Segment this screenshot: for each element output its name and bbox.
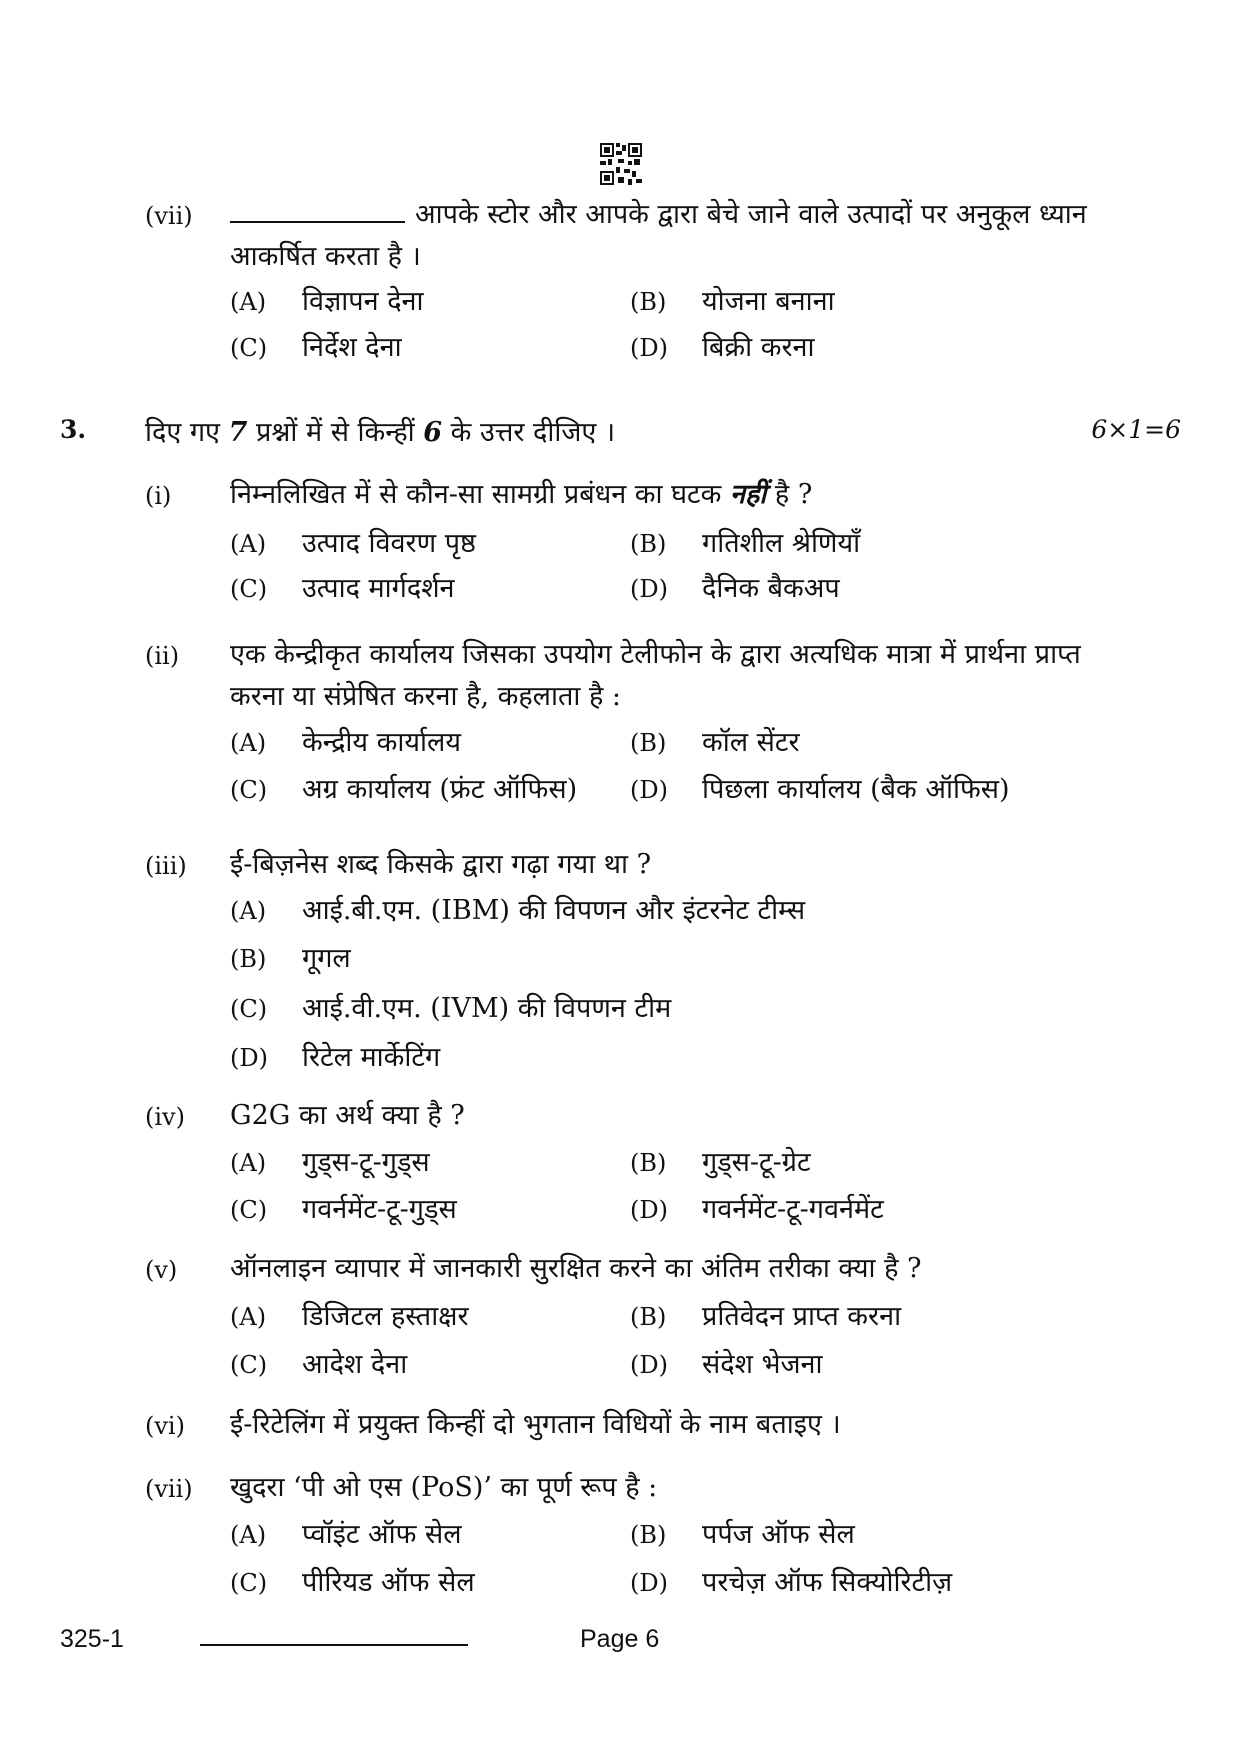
section-marks: 6×1=6	[1091, 415, 1181, 444]
option-d: (D) रिटेल मार्केटिंग	[230, 1042, 441, 1073]
option-a: (A) उत्पाद विवरण पृष्ठ	[230, 528, 476, 559]
question-stem: खुदरा ‘पी ओ एस (PoS)’ का पूर्ण रूप है :	[230, 1472, 658, 1503]
paper-code: 325-1	[60, 1625, 124, 1653]
question-stem: एक केन्द्रीकृत कार्यालय जिसका उपयोग टेलीफोन के द्वारा अत्यधिक मात्रा में प्रार्थना प्राप्त करना या संप्रेषित करना है, कहलाता है :	[230, 639, 1081, 712]
option-d: (D) दैनिक बैकअप	[630, 573, 840, 604]
option-b: (B) पर्पज ऑफ सेल	[630, 1519, 855, 1550]
fill-in-blank	[230, 199, 405, 223]
option-b: (B) प्रतिवेदन प्राप्त करना	[630, 1301, 902, 1332]
option-b: (B) योजना बनाना	[630, 286, 835, 317]
option-b: (B) गतिशील श्रेणियाँ	[630, 528, 861, 559]
question-stem: आपके स्टोर और आपके द्वारा बेचे जाने वाले उत्पादों पर अनुकूल ध्यान आकर्षित करता है ।	[230, 199, 1087, 272]
option-a: (A) आई.बी.एम. (IBM) की विपणन और इंटरनेट टीम्स	[230, 895, 806, 926]
option-c: (C) आदेश देना	[230, 1349, 408, 1380]
question-number: (iv)	[145, 1103, 185, 1131]
option-c: (C) निर्देश देना	[230, 332, 402, 363]
option-b: (B) गुड्स-टू-ग्रेट	[630, 1147, 811, 1178]
question-number: (vii)	[145, 1475, 193, 1503]
question-stem: ई-बिज़नेस शब्द किसके द्वारा गढ़ा गया था ?	[230, 849, 652, 880]
question-number: (v)	[145, 1256, 178, 1284]
option-d: (D) परचेज़ ऑफ सिक्योरिटीज़	[630, 1567, 953, 1598]
question-number: (vi)	[145, 1412, 185, 1440]
section-instruction: दिए गए 7 प्रश्नों में से किन्हीं 6 के उत्तर दीजिए ।	[145, 417, 616, 448]
question-number: (iii)	[145, 852, 187, 880]
option-b: (B) गूगल	[230, 943, 351, 974]
option-b: (B) कॉल सेंटर	[630, 727, 800, 758]
question-number: (vii)	[145, 202, 193, 230]
option-d: (D) संदेश भेजना	[630, 1349, 823, 1380]
option-d: (D) बिक्री करना	[630, 332, 815, 363]
option-c: (C) गवर्नमेंट-टू-गुड्स	[230, 1194, 457, 1225]
option-a: (A) विज्ञापन देना	[230, 286, 424, 317]
option-c: (C) आई.वी.एम. (IVM) की विपणन टीम	[230, 993, 672, 1024]
option-a: (A) प्वॉइंट ऑफ सेल	[230, 1519, 462, 1550]
section-number: 3.	[60, 415, 87, 444]
option-c: (C) पीरियड ऑफ सेल	[230, 1567, 475, 1598]
question-stem: निम्नलिखित में से कौन-सा सामग्री प्रबंधन का घटक नहीं है ?	[230, 479, 813, 510]
page-number: Page 6	[580, 1625, 660, 1653]
option-a: (A) गुड्स-टू-गुड्स	[230, 1147, 430, 1178]
question-number: (i)	[145, 482, 172, 510]
option-a: (A) केन्द्रीय कार्यालय	[230, 727, 461, 758]
footer-divider	[200, 1644, 468, 1646]
question-stem: ई-रिटेलिंग में प्रयुक्त किन्हीं दो भुगतान विधियों के नाम बताइए ।	[230, 1409, 841, 1440]
option-d: (D) गवर्नमेंट-टू-गवर्नमेंट	[630, 1194, 884, 1225]
question-number: (ii)	[145, 642, 180, 670]
question-stem: G2G का अर्थ क्या है ?	[230, 1100, 465, 1131]
option-a: (A) डिजिटल हस्ताक्षर	[230, 1301, 469, 1332]
question-stem: ऑनलाइन व्यापार में जानकारी सुरक्षित करने का अंतिम तरीका क्या है ?	[230, 1253, 922, 1284]
option-c: (C) उत्पाद मार्गदर्शन	[230, 573, 455, 604]
option-c: (C) अग्र कार्यालय (फ्रंट ऑफिस)	[230, 774, 578, 805]
option-d: (D) पिछला कार्यालय (बैक ऑफिस)	[630, 774, 1010, 805]
qr-code-icon	[600, 143, 642, 185]
